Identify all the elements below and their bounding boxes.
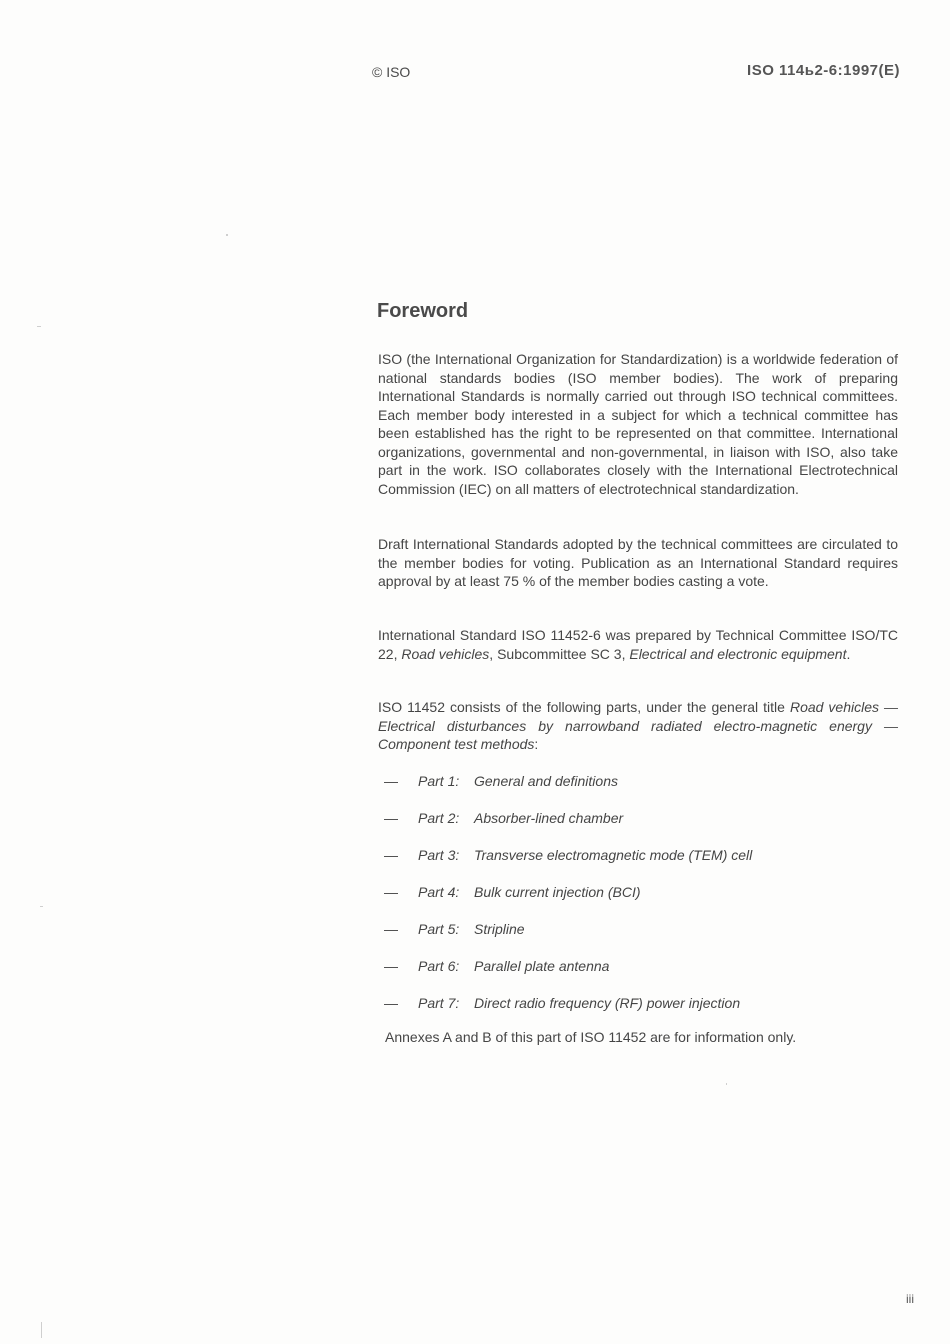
list-item — [384, 772, 904, 809]
parts-intro-text: ISO 11452 consists of the following parts, under the general title — [378, 699, 790, 715]
page-number: iii — [906, 1292, 914, 1306]
part-number: Part 7: — [418, 995, 460, 1011]
part-number: Part 5: — [418, 921, 460, 937]
period: . — [846, 645, 851, 662]
paragraph-annexes: Annexes A and B of this part of ISO 11452 are for information only. — [385, 1029, 797, 1045]
copyright-header: © ISO — [372, 64, 411, 80]
part-title: Absorber-lined chamber — [474, 810, 624, 826]
list-item — [384, 994, 904, 1031]
general-title: Road vehicles — Electrical disturbances by narrowband radiated electro-magnetic energy — Component test methods — [378, 699, 898, 752]
part-title: Transverse electromagnetic mode (TEM) cell — [474, 847, 753, 863]
committee-title: Road vehicles — [401, 645, 490, 662]
paragraph-iso-intro: ISO (the International Organization for Standardization) is a worldwide federation of national standards bodies (ISO member bodies). The work of preparing International Standards is normally carried out through ISO technical committees. Each member body interested in a subject for which a technical committee has been established has the right to be represented on that committee. International organizations, governmental and non-governmental, in liaison with ISO, also take part in the work. ISO collaborates closely with the International Electrotechnical Commission (IEC) on all matters of electrotechnical standardization. — [378, 351, 898, 497]
part-number: Part 2: — [418, 810, 460, 826]
list-item — [384, 809, 904, 846]
page-title: Foreword — [377, 300, 469, 322]
scan-speck — [41, 1322, 42, 1338]
parts-list — [384, 772, 904, 1031]
part-number: Part 6: — [418, 958, 460, 974]
scan-speck — [37, 326, 41, 327]
part-number: Part 4: — [418, 884, 460, 900]
scan-speck — [226, 234, 228, 236]
scan-speck — [40, 906, 43, 907]
list-item — [384, 883, 904, 920]
part-title: Stripline — [474, 921, 525, 937]
paragraph-parts-intro — [378, 698, 898, 754]
part-title: General and definitions — [474, 773, 618, 789]
list-dash: — — [384, 958, 398, 974]
list-dash: — — [384, 921, 398, 937]
list-dash: — — [384, 810, 398, 826]
part-number: Part 1: — [418, 773, 460, 789]
standard-id-header: ISO 114ь2-6:1997(E) — [747, 62, 900, 79]
list-item — [384, 957, 904, 994]
paragraph-draft-standards: Draft International Standards adopted by the technical committees are circulated to the member bodies for voting. Publication as an International Standard requires approval by at least 75 % of the member bodies casting a vote. — [378, 536, 898, 589]
list-item — [384, 920, 904, 957]
list-dash: — — [384, 995, 398, 1011]
list-item — [384, 846, 904, 883]
part-number: Part 3: — [418, 847, 460, 863]
part-title: Direct radio frequency (RF) power injection — [474, 995, 741, 1011]
part-title: Parallel plate antenna — [474, 958, 610, 974]
subcommittee-title: Electrical and electronic equipment — [629, 645, 847, 662]
list-dash: — — [384, 847, 398, 863]
subcommittee-text: , Subcommittee SC 3, — [489, 645, 630, 662]
part-title: Bulk current injection (BCI) — [474, 884, 641, 900]
list-dash: — — [384, 884, 398, 900]
paragraph-prepared-by — [378, 626, 898, 663]
prepared-by-text: International Standard ISO 11452-6 was prepared by Technical Committee ISO/TC 22, — [378, 627, 898, 662]
scan-speck — [726, 1083, 727, 1085]
list-dash: — — [384, 773, 398, 789]
colon: : — [534, 736, 539, 752]
